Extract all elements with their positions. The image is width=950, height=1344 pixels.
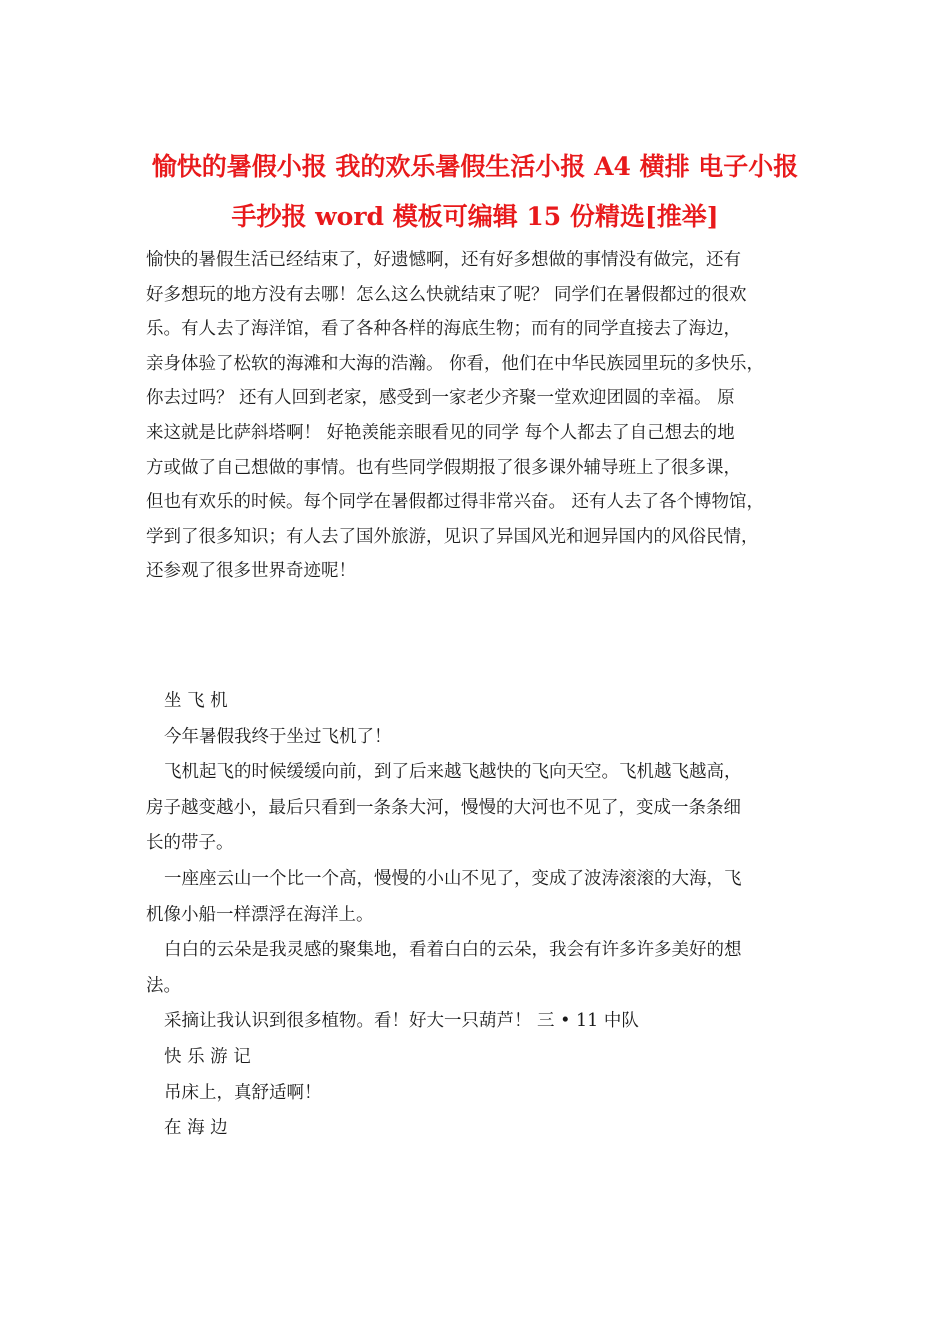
story-line: 房子越变越小，最后只看到一条条大河，慢慢的大河也不见了，变成一条条细 <box>146 797 741 818</box>
document-title-line-2: 手抄报 word 模板可编辑 15 份精选[推举] <box>231 202 719 231</box>
story-line: 法。 <box>146 975 181 996</box>
section-heading-airplane: 坐 飞 机 <box>164 691 228 711</box>
document-title-line-1: 愉快的暑假小报 我的欢乐暑假生活小报 A4 横排 电子小报 <box>151 152 799 181</box>
story-line: 长的带子。 <box>146 833 234 854</box>
intro-line: 但也有欢乐的时候。每个同学在暑假都过得非常兴奋。 还有人去了各个博物馆， <box>146 492 765 513</box>
intro-line: 来这就是比萨斜塔啊！ 好艳羡能亲眼看见的同学 每个人都去了自己想去的地 <box>146 422 735 443</box>
section-heading-seaside: 在 海 边 <box>164 1118 228 1139</box>
story-line: 机像小船一样漂浮在海洋上。 <box>146 904 374 925</box>
intro-line: 方或做了自己想做的事情。也有些同学假期报了很多课外辅导班上了很多课， <box>146 457 741 478</box>
story-line: 飞机起飞的时候缓缓向前，到了后来越飞越快的飞向天空。飞机越飞越高， <box>164 762 742 783</box>
intro-line: 乐。有人去了海洋馆，看了各种各样的海底生物；而有的同学直接去了海边， <box>146 319 741 340</box>
intro-paragraph <box>146 243 826 589</box>
intro-line: 愉快的暑假生活已经结束了，好遗憾啊，还有好多想做的事情没有做完，还有 <box>146 250 741 270</box>
intro-line: 亲身体验了松软的海滩和大海的浩瀚。 你看，他们在中华民族园里玩的多快乐， <box>146 353 765 374</box>
story-line: 采摘让我认识到很多植物。看！好大一只葫芦！ 三 • 11 中队 <box>164 1011 639 1032</box>
section-heading-happy-trip: 快 乐 游 记 <box>164 1046 251 1067</box>
story-line: 吊床上，真舒适啊！ <box>164 1082 322 1103</box>
story-section <box>146 684 826 1147</box>
story-line: 一座座云山一个比一个高，慢慢的小山不见了，变成了波涛滚滚的大海，飞 <box>164 868 742 889</box>
intro-line: 好多想玩的地方没有去哪！怎么这么快就结束了呢？ 同学们在暑假都过的很欢 <box>146 284 747 305</box>
intro-line: 学到了很多知识；有人去了国外旅游，见识了异国风光和迥异国内的风俗民情， <box>146 526 759 547</box>
intro-line: 还参观了很多世界奇迹呢！ <box>146 561 356 582</box>
story-line: 白白的云朵是我灵感的聚集地，看着白白的云朵，我会有许多许多美好的想 <box>164 940 742 961</box>
story-line: 今年暑假我终于坐过飞机了！ <box>164 726 392 747</box>
intro-line: 你去过吗？ 还有人回到老家，感受到一家老少齐聚一堂欢迎团圆的幸福。 原 <box>146 388 735 409</box>
